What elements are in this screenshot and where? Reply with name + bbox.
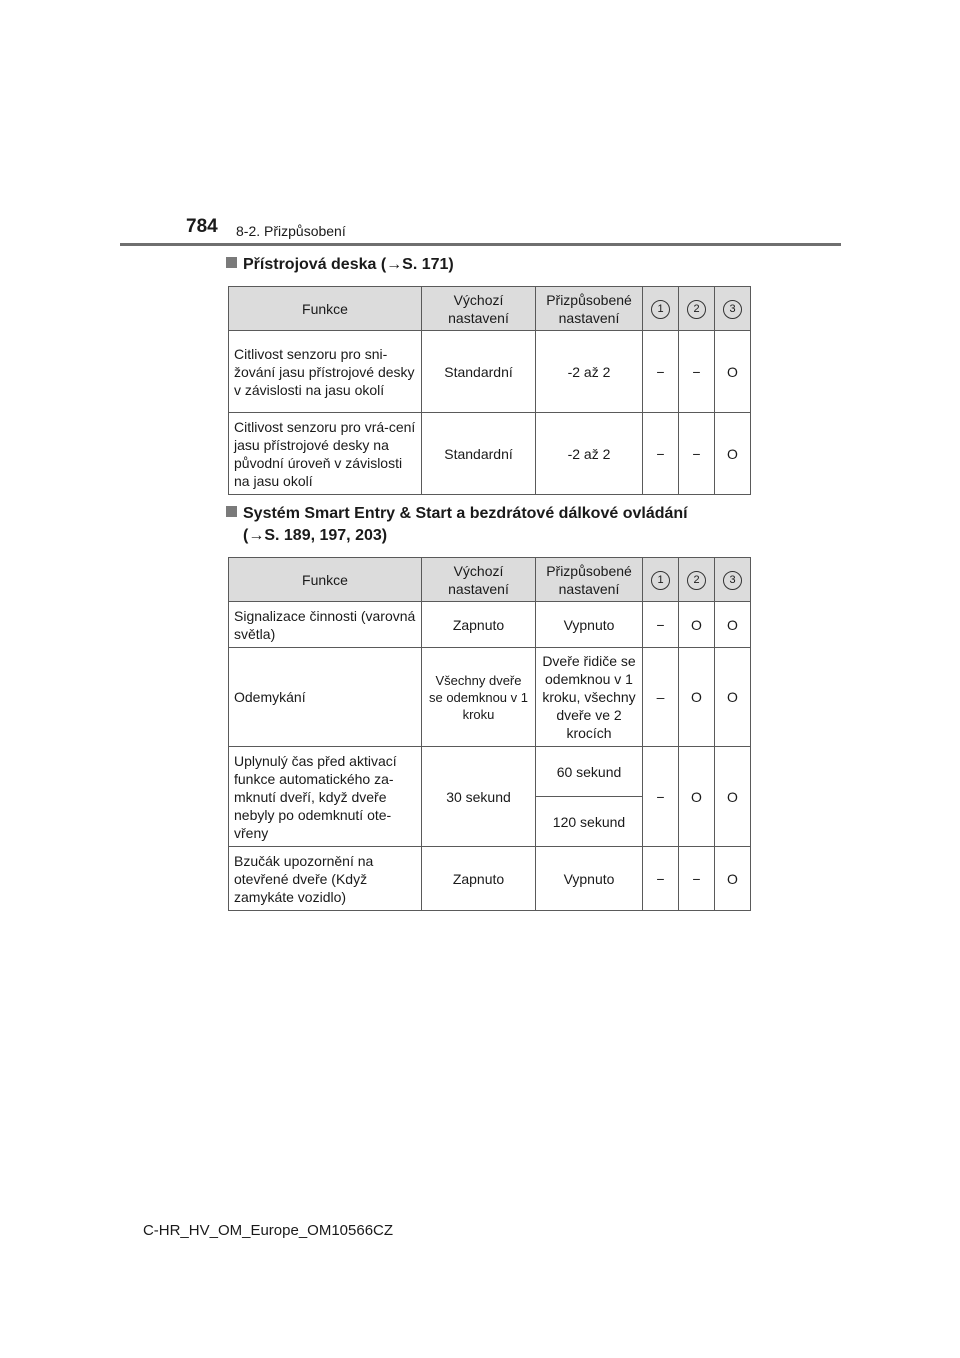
header-function: Funkce [229, 287, 422, 331]
cell-custom: Vypnuto [536, 847, 643, 911]
header-custom: Přizpůsobené nastavení [536, 287, 643, 331]
circled-number-1-icon: 1 [651, 571, 670, 590]
table-header-row [229, 287, 751, 331]
section-heading-instrument-panel [226, 254, 454, 276]
section-heading-smart-entry [226, 503, 688, 547]
circled-number-2-icon: 2 [687, 300, 706, 319]
cell-mark-2: − [679, 847, 715, 911]
circled-number-3-icon: 3 [723, 571, 742, 590]
header-default: Výchozí nastavení [422, 287, 536, 331]
header-mark-2 [679, 287, 715, 331]
header-mark-3 [715, 287, 751, 331]
instrument-panel-table [228, 286, 751, 495]
cell-function: Uplynulý čas před aktivací funkce automatického za-mknutí dveří, když dveře nebyly po odemknutí ote-vřeny [229, 747, 422, 847]
cell-mark-2: − [679, 331, 715, 413]
section-label: 8-2. Přizpůsobení [236, 223, 346, 239]
cell-default: Standardní [422, 413, 536, 495]
cell-custom-option-b: 120 sekund [536, 797, 643, 847]
document-code: C-HR_HV_OM_Europe_OM10566CZ [142, 1222, 394, 1239]
cell-mark-1: − [643, 747, 679, 847]
cell-mark-3: O [715, 847, 751, 911]
header-default: Výchozí nastavení [422, 558, 536, 602]
header-mark-1 [643, 558, 679, 602]
cell-mark-1: − [643, 331, 679, 413]
cell-mark-3: O [715, 648, 751, 747]
cell-default: Zapnuto [422, 847, 536, 911]
table-row [229, 413, 751, 495]
cell-custom: -2 až 2 [536, 331, 643, 413]
square-bullet-icon [226, 506, 237, 517]
cell-mark-3: O [715, 602, 751, 648]
cell-mark-1: – [643, 648, 679, 747]
cell-custom: Dveře řidiče se odemknou v 1 kroku, všechny dveře ve 2 krocích [536, 648, 643, 747]
heading-text: Přístrojová deska (→S. 171) [243, 256, 454, 273]
cell-mark-2: − [679, 413, 715, 495]
cell-custom-option-a: 60 sekund [536, 747, 643, 797]
header-divider [120, 243, 841, 246]
cell-function: Bzučák upozornění na otevřené dveře (Když zamykáte vozidlo) [229, 847, 422, 911]
header-mark-1 [643, 287, 679, 331]
cell-default: Zapnuto [422, 602, 536, 648]
header-mark-2 [679, 558, 715, 602]
circled-number-1-icon: 1 [651, 300, 670, 319]
table-header-row [229, 558, 751, 602]
circled-number-2-icon: 2 [687, 571, 706, 590]
heading-text-line-1: Systém Smart Entry & Start a bezdrátové dálkové ovládání [243, 505, 688, 522]
table-row [229, 847, 751, 911]
smart-entry-table [228, 557, 751, 911]
cell-function: Signalizace činnosti (varovná světla) [229, 602, 422, 648]
cell-mark-3: O [715, 413, 751, 495]
header-mark-3 [715, 558, 751, 602]
cell-mark-3: O [715, 331, 751, 413]
cell-mark-2: O [679, 747, 715, 847]
cell-mark-2: O [679, 602, 715, 648]
circled-number-3-icon: 3 [723, 300, 742, 319]
heading-text-line-2: (→S. 189, 197, 203) [243, 527, 388, 544]
cell-mark-1: − [643, 413, 679, 495]
cell-function: Citlivost senzoru pro sni-žování jasu přístrojové desky v závislosti na jasu okolí [229, 331, 422, 413]
table-row [229, 331, 751, 413]
page-number: 784 [186, 216, 218, 237]
cell-custom: -2 až 2 [536, 413, 643, 495]
header-function: Funkce [229, 558, 422, 602]
cell-default: Všechny dveře se odemknou v 1 kroku [422, 648, 536, 747]
cell-mark-3: O [715, 747, 751, 847]
cell-default: Standardní [422, 331, 536, 413]
cell-custom: Vypnuto [536, 602, 643, 648]
table-row [229, 602, 751, 648]
table-row [229, 747, 751, 797]
square-bullet-icon [226, 257, 237, 268]
table-row [229, 648, 751, 747]
cell-mark-2: O [679, 648, 715, 747]
cell-mark-1: − [643, 847, 679, 911]
cell-mark-1: − [643, 602, 679, 648]
header-custom: Přizpůsobené nastavení [536, 558, 643, 602]
cell-default: 30 sekund [422, 747, 536, 847]
cell-function: Citlivost senzoru pro vrá-cení jasu přístrojové desky na původní úroveň v závislosti na jasu okolí [229, 413, 422, 495]
cell-function: Odemykání [229, 648, 422, 747]
